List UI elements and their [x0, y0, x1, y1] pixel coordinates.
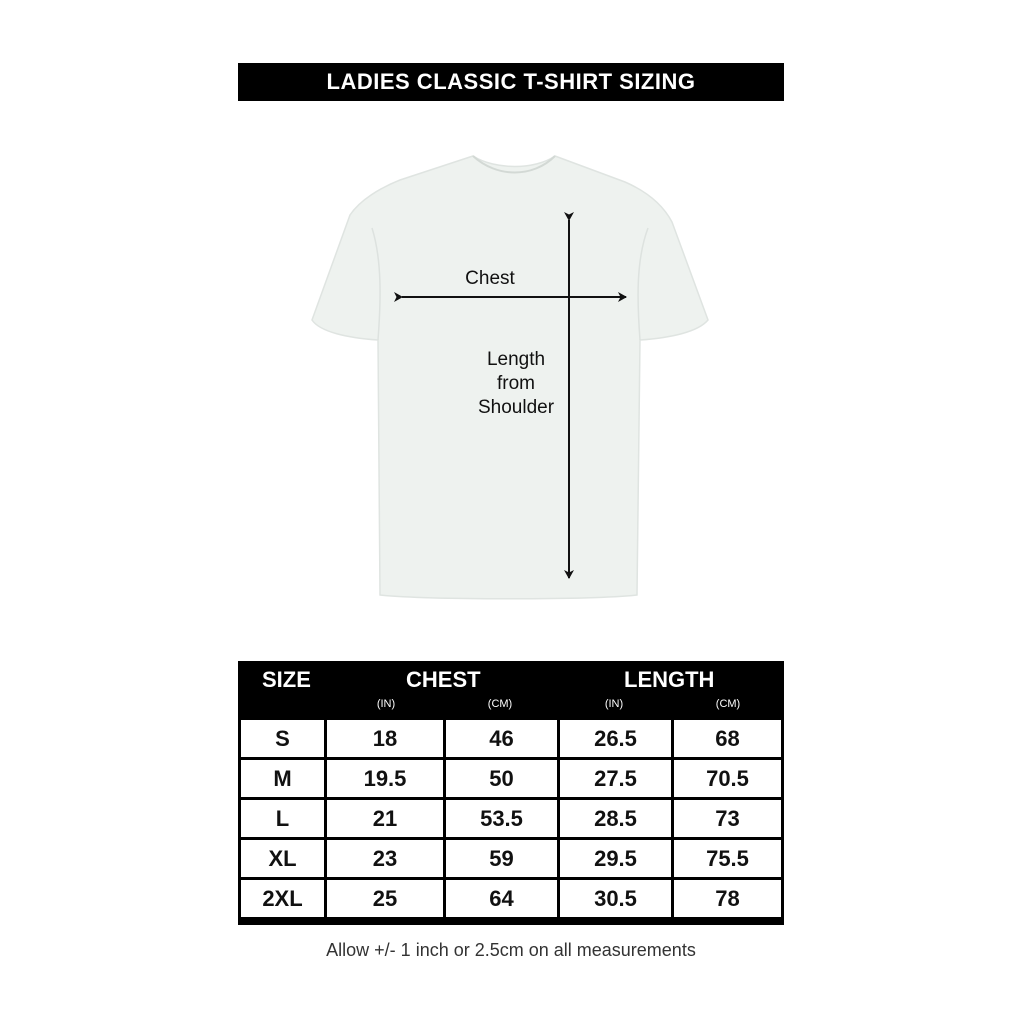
table-row: [238, 720, 784, 757]
length-cm-cell: 70.5: [674, 760, 781, 797]
chest-in-cell: 18: [327, 720, 443, 757]
chest-label: Chest: [465, 268, 515, 289]
table-row: [238, 800, 784, 837]
chest-cm-cell: 50: [446, 760, 557, 797]
chest-in-cell: 21: [327, 800, 443, 837]
unit-label: (CM): [715, 698, 741, 710]
chest-cm-cell: 64: [446, 880, 557, 917]
length-in-cell: 28.5: [560, 800, 671, 837]
table-row: [238, 760, 784, 797]
length-label: [460, 348, 572, 420]
header-chest: CHEST: [406, 667, 481, 692]
length-cm-cell: 68: [674, 720, 781, 757]
header-size: SIZE: [262, 667, 311, 692]
length-in-cell: 30.5: [560, 880, 671, 917]
length-label-line: Length: [486, 349, 546, 370]
size-cell: S: [241, 720, 324, 757]
measurement-note: Allow +/- 1 inch or 2.5cm on all measurements: [326, 940, 696, 960]
length-in-cell: 29.5: [560, 840, 671, 877]
length-cm-cell: 78: [674, 880, 781, 917]
page-title: LADIES CLASSIC T-SHIRT SIZING: [238, 63, 784, 101]
chest-cm-cell: 59: [446, 840, 557, 877]
size-cell: 2XL: [241, 880, 324, 917]
length-label-line: from: [497, 373, 535, 394]
length-cm-cell: 75.5: [674, 840, 781, 877]
size-table-header: [238, 661, 784, 717]
unit-label: (IN): [376, 698, 396, 710]
unit-label: (IN): [604, 698, 624, 710]
length-in-cell: 27.5: [560, 760, 671, 797]
table-row: [238, 840, 784, 877]
length-in-cell: 26.5: [560, 720, 671, 757]
length-cm-cell: 73: [674, 800, 781, 837]
chest-cm-cell: 53.5: [446, 800, 557, 837]
size-cell: L: [241, 800, 324, 837]
table-row: [238, 880, 784, 917]
size-cell: M: [241, 760, 324, 797]
chest-in-cell: 23: [327, 840, 443, 877]
size-table: [238, 717, 784, 925]
chest-cm-cell: 46: [446, 720, 557, 757]
length-label-line: Shoulder: [477, 397, 555, 418]
size-cell: XL: [241, 840, 324, 877]
unit-label: (CM): [487, 698, 513, 710]
header-length: LENGTH: [624, 667, 715, 692]
chest-in-cell: 25: [327, 880, 443, 917]
chest-in-cell: 19.5: [327, 760, 443, 797]
